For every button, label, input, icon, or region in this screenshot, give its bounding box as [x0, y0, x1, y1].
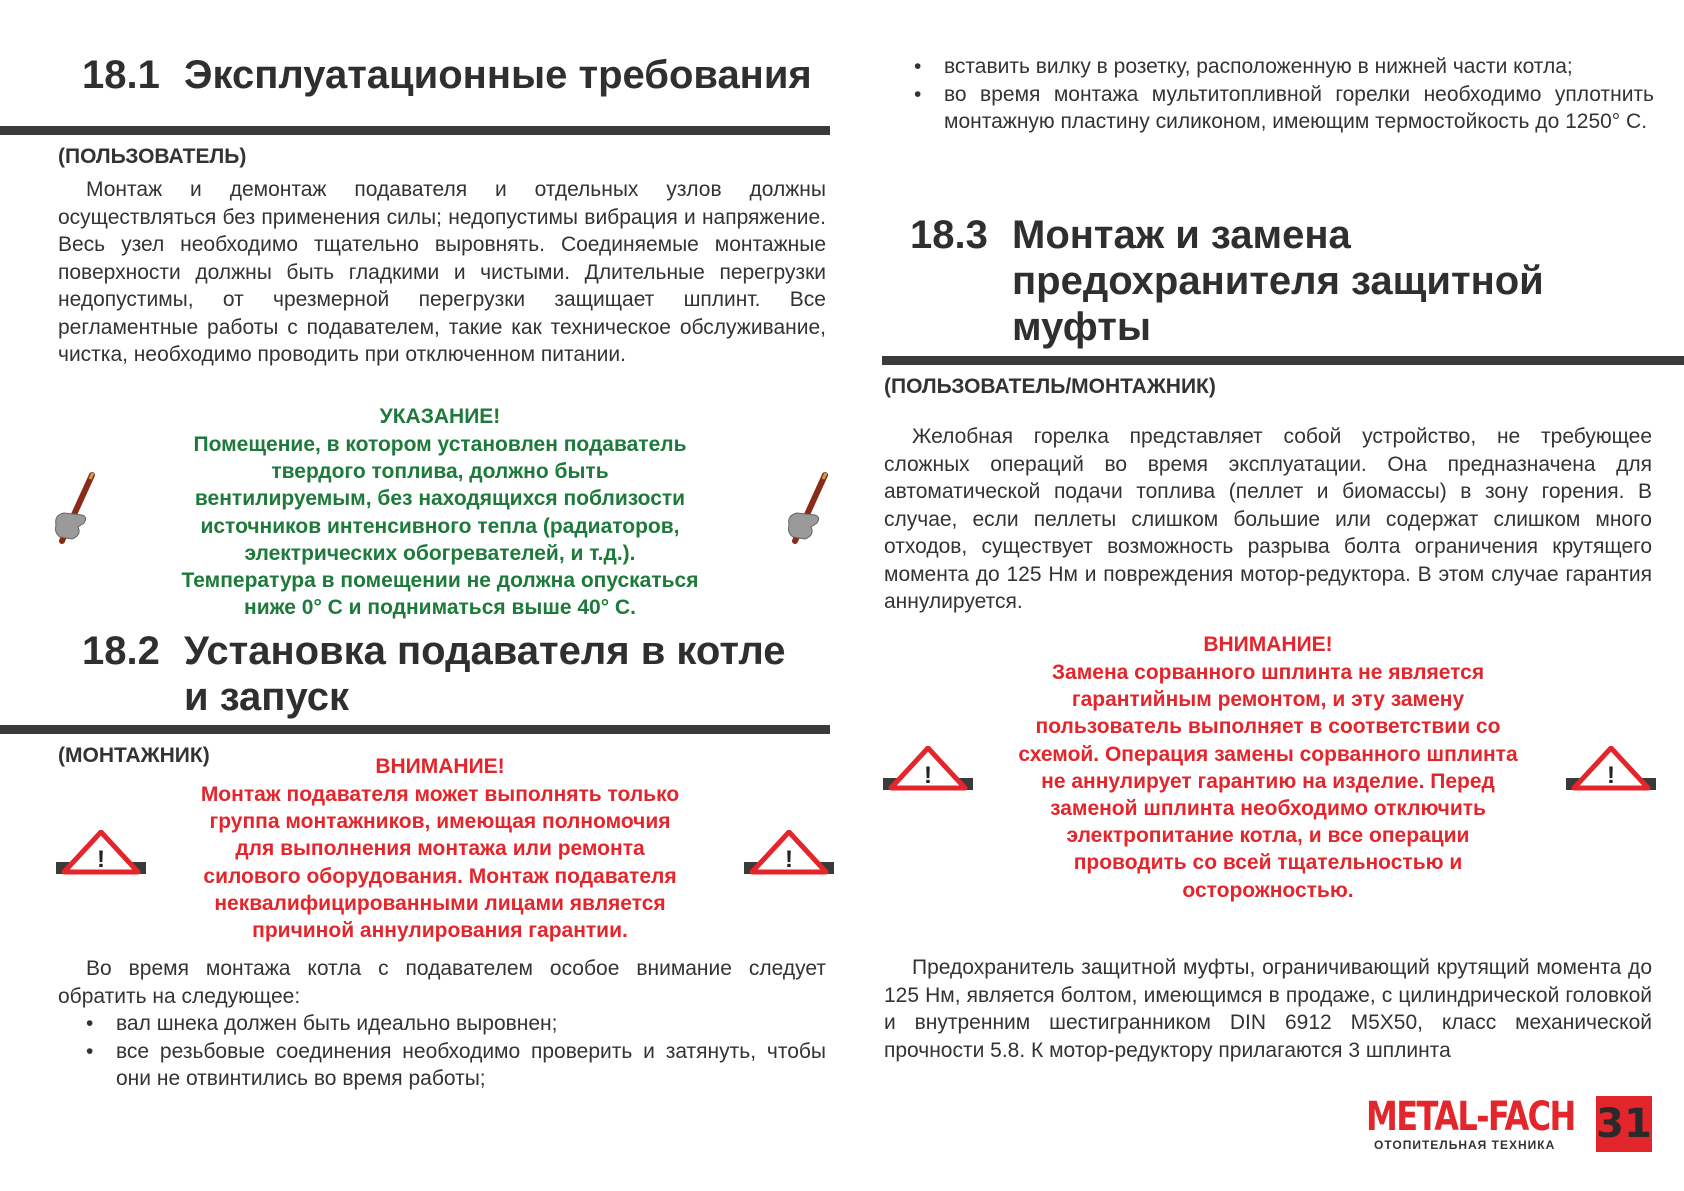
list-item: • во время монтажа мультитопливной горелки необходимо уплотнить монтажную пластину силиконом, имеющим термостойкость до 1250° С. [914, 82, 1654, 133]
warning-title: ВНИМАНИЕ! [1203, 633, 1333, 656]
warning-triangle-icon [56, 830, 146, 881]
list-item: • все резьбовые соединения необходимо проверить и затянуть, чтобы они не отвинтились во время работы; [86, 1039, 826, 1090]
svg-text:!: ! [924, 762, 932, 789]
warning-line: Монтаж подавателя может выполнять только [200, 783, 680, 806]
note-line: Температура в помещении не должна опускаться [181, 569, 699, 593]
note-line: твердого топлива, должно быть [271, 460, 609, 484]
logo-subtitle: ОТОПИТЕЛЬНАЯ ТЕХНИКА [1374, 1138, 1556, 1152]
section-title: Эксплуатационные требования [184, 53, 812, 97]
body-paragraph: Во время монтажа котла с подавателем особое внимание следует обратить на следующее: [58, 957, 826, 1008]
section-title: Установка подавателя в котле [184, 629, 786, 673]
note-title: УКАЗАНИЕ! [379, 405, 501, 428]
warning-title: ВНИМАНИЕ! [375, 755, 505, 778]
bullet-list [58, 1010, 826, 1093]
warning-triangle-icon [883, 746, 973, 797]
list-item-text: вставить вилку в розетку, расположенную в нижней части котла; [944, 55, 1573, 78]
section-18-3-heading [910, 212, 1544, 350]
warning-line: проводить со всей тщательностью и [1073, 851, 1463, 875]
warning-line: электропитание котла, и все операции [1066, 824, 1470, 848]
section-18-1-heading [82, 52, 812, 98]
section-title: предохранителя защитной [1012, 259, 1544, 303]
list-item-text: все резьбовые соединения необходимо проверить и затянуть, чтобы они не отвинтились во время работы; [116, 1039, 826, 1090]
note-line: Помещение, в котором установлен подаватель [193, 433, 687, 456]
section-18-2-heading [82, 628, 786, 720]
body-paragraph: Желобная горелка представляет собой устройство, не требующее сложных операций во время эксплуатации. Она предназначена для автоматической подачи топлива (пеллет и биомассы) в зону горения. В случае, если пеллеты слишком большие или содержат слишком много отходов, существует возможность разрыва болта ограничения крутящего момента до 125 Нм и повреждения мотор-редуктора. В этом случае гарантия аннулируется. [884, 425, 1652, 613]
note-line: ниже 0° С и подниматься выше 40° С. [244, 596, 636, 620]
svg-text:!: ! [1607, 762, 1615, 789]
list-item: • вал шнека должен быть идеально выровнен; [86, 1012, 558, 1035]
hand-icon [785, 469, 833, 554]
warning-line: неквалифицированными лицами является [214, 891, 666, 915]
warning-line: гарантийным ремонтом, и эту замену [1071, 688, 1465, 712]
note-box [100, 405, 780, 621]
hand-icon [52, 469, 100, 554]
section-number: 18.2 [82, 629, 160, 673]
warning-line: не аннулирует гарантию на изделие. Перед [1041, 769, 1495, 793]
warning-triangle-icon [744, 830, 834, 881]
page-number: 31 [1596, 1096, 1652, 1152]
svg-text:!: ! [785, 846, 793, 873]
warning-line: причиной аннулирования гарантии. [252, 919, 628, 943]
note-line: вентилируемым, без находящихся поблизости [194, 487, 686, 511]
warning-line: Замена сорванного шплинта не является [1051, 661, 1485, 684]
role-label: (ПОЛЬЗОВАТЕЛЬ) [58, 145, 247, 168]
list-item: • вставить вилку в розетку, расположенную в нижней части котла; [914, 55, 1573, 78]
note-line: источников интенсивного тепла (радиаторов, [200, 514, 680, 538]
warning-line: осторожностью. [1182, 878, 1354, 902]
warning-box [968, 633, 1568, 904]
section-number: 18.3 [910, 213, 988, 257]
section-rule [0, 126, 830, 135]
logo-text: METAL-FACH [1366, 1094, 1575, 1140]
section-rule [882, 356, 1684, 365]
warning-triangle-icon [1566, 746, 1656, 797]
section-title: и запуск [184, 675, 349, 719]
role-label: (ПОЛЬЗОВАТЕЛЬ/МОНТАЖНИК) [884, 375, 1216, 398]
brand-logo [1366, 1094, 1586, 1154]
warning-line: силового оборудования. Монтаж подавателя [203, 864, 677, 888]
list-item-text: во время монтажа мультитопливной горелки необходимо уплотнить монтажную пластину силиконом, имеющим термостойкость до 1250° С. [944, 82, 1654, 133]
warning-box [140, 755, 740, 944]
svg-text:!: ! [97, 846, 105, 873]
section-number: 18.1 [82, 53, 160, 97]
body-paragraph: Предохранитель защитной муфты, ограничивающий крутящий момента до 125 Нм, является болтом, имеющимся в продаже, с цилиндрической головкой и внутренним шестигранником DIN 6912 M5X50, класс механической прочности 5.8. К мотор-редуктору прилагаются 3 шплинта [884, 956, 1652, 1062]
note-line: электрических обогревателей, и т.д.). [244, 541, 636, 565]
bullet-list [886, 53, 1654, 136]
warning-line: схемой. Операция замены сорванного шплинта [1018, 742, 1518, 766]
warning-line: пользователь выполняет в соответствии со [1035, 715, 1501, 739]
section-rule [0, 725, 830, 734]
section-title: муфты [1012, 305, 1152, 349]
body-paragraph: Монтаж и демонтаж подавателя и отдельных узлов должны осуществляться без применения силы; недопустимы вибрация и напряжение. Весь узел необходимо тщательно выровнять. Соединяемые монтажные поверхности должны быть гладкими и чистыми. Длительные перегрузки недопустимы, от чрезмерной перегрузки защищает шплинт. Все регламентные работы с подавателем, такие как техническое обслуживание, чистка, необходимо проводить при отключенном питании. [58, 178, 826, 366]
list-item-text: вал шнека должен быть идеально выровнен; [116, 1012, 558, 1035]
warning-line: заменой шплинта необходимо отключить [1050, 797, 1486, 821]
role-label: (МОНТАЖНИК) [58, 744, 210, 767]
warning-line: для выполнения монтажа или ремонта [235, 837, 645, 861]
section-title: Монтаж и замена [1012, 213, 1351, 257]
warning-line: группа монтажников, имеющая полномочия [209, 810, 671, 834]
